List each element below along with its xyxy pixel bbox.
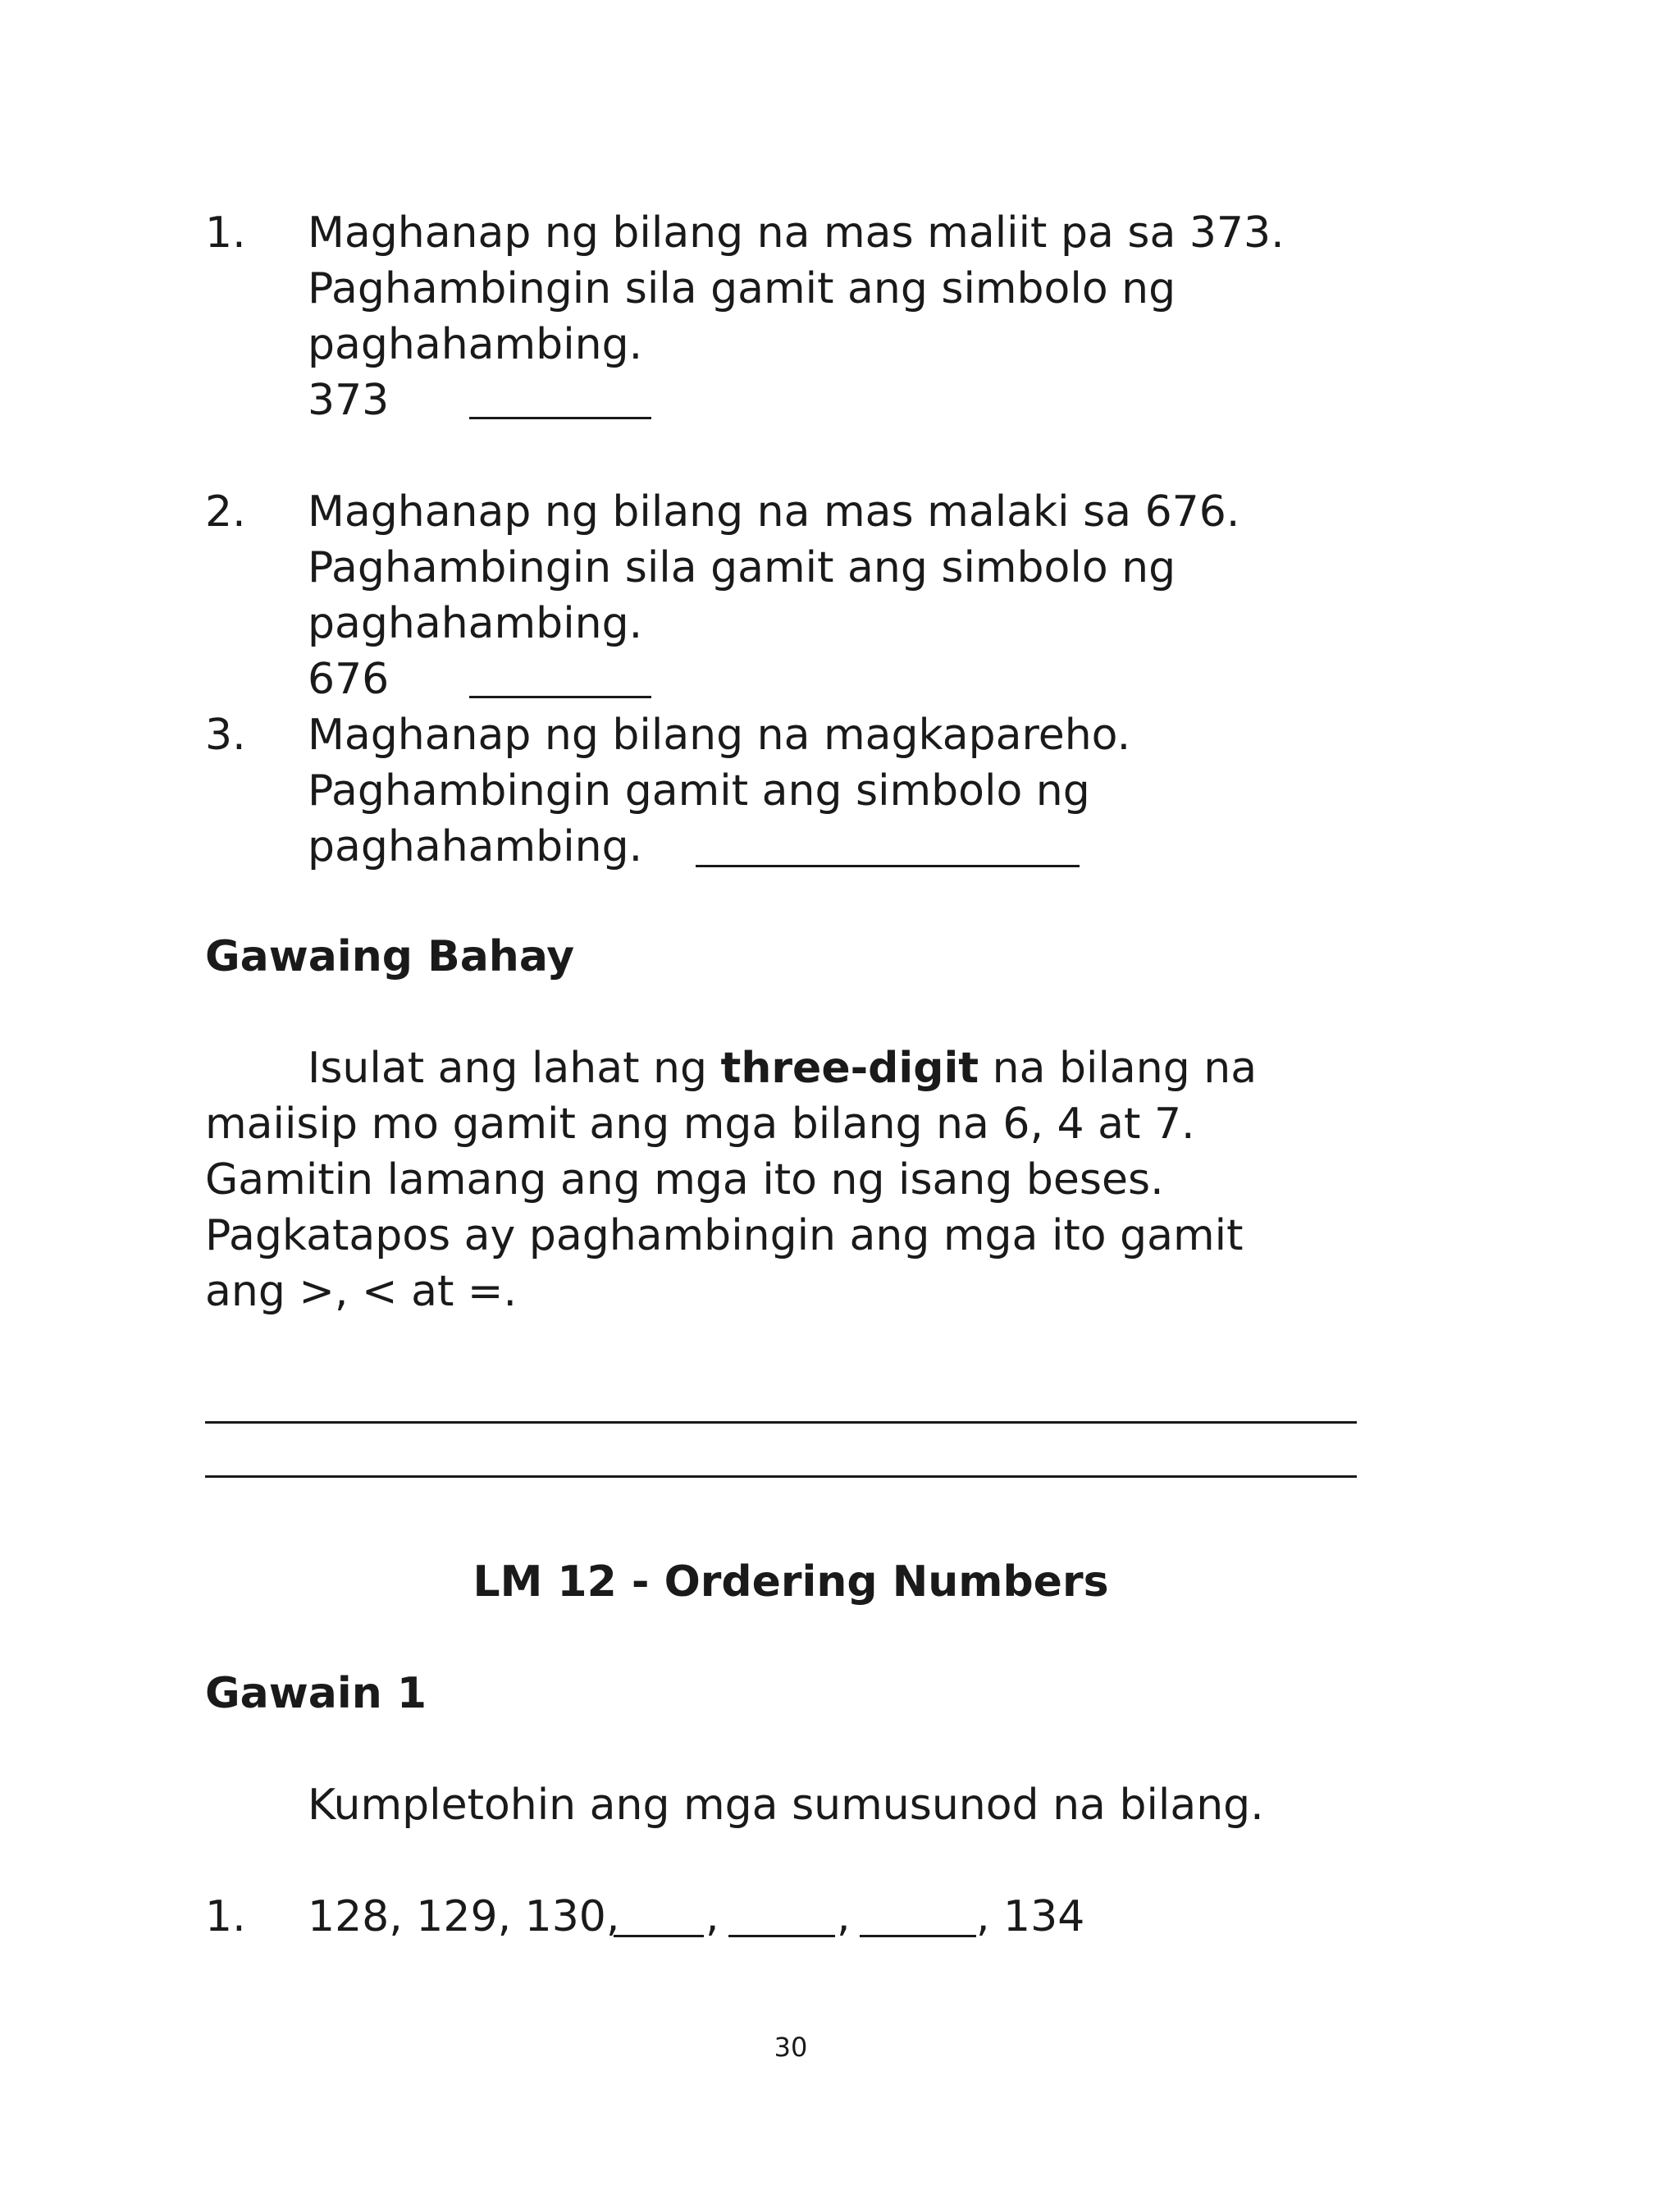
- homework-line-1-post: na bilang na: [979, 1044, 1258, 1093]
- item-2-number: 2.: [205, 487, 246, 537]
- homework-line-1: [308, 1040, 1257, 1096]
- item-2-value: 676: [308, 655, 390, 704]
- item-2-line-1: Maghanap ng bilang na mas malaki sa 676.: [308, 487, 1240, 537]
- item-1-line-3: paghahambing.: [308, 320, 643, 369]
- homework-line-5: ang >, < at =.: [205, 1267, 517, 1316]
- item-3-number: 3.: [205, 711, 246, 760]
- item-1-value: 373: [308, 376, 390, 425]
- sequence-blank-2[interactable]: [728, 1935, 835, 1937]
- homework-line-3: Gamitin lamang ang mga ito ng isang beses.: [205, 1155, 1164, 1205]
- homework-line-2: maiisip mo gamit ang mga bilang na 6, 4 at 7.: [205, 1100, 1195, 1149]
- sequence-number: 1.: [205, 1892, 246, 1941]
- item-2-answer-blank[interactable]: [469, 696, 651, 698]
- activity-instruction: Kumpletohin ang mga sumusunod na bilang.: [308, 1781, 1264, 1830]
- item-2-line-2: Paghambingin sila gamit ang simbolo ng: [308, 543, 1176, 592]
- item-1-line-2: Paghambingin sila gamit ang simbolo ng: [308, 264, 1176, 313]
- item-1-number: 1.: [205, 208, 246, 258]
- lesson-title: LM 12 - Ordering Numbers: [472, 1557, 1109, 1607]
- homework-title: Gawaing Bahay: [205, 932, 575, 981]
- homework-line-4: Pagkatapos ay paghambingin ang mga ito gamit: [205, 1211, 1244, 1260]
- item-1-line-1: Maghanap ng bilang na mas maliit pa sa 373.: [308, 208, 1285, 258]
- activity-title: Gawain 1: [205, 1669, 427, 1718]
- homework-line-1-pre: Isulat ang lahat ng: [308, 1044, 721, 1093]
- sequence-comma-1: ,: [705, 1892, 719, 1941]
- item-1-answer-blank[interactable]: [469, 417, 651, 419]
- item-3-line-2: Paghambingin gamit ang simbolo ng: [308, 766, 1090, 816]
- homework-answer-line-1[interactable]: [205, 1421, 1357, 1424]
- item-3-answer-blank[interactable]: [696, 865, 1080, 867]
- homework-answer-line-2[interactable]: [205, 1475, 1357, 1478]
- page-number: 30: [774, 2032, 808, 2063]
- sequence-blank-1[interactable]: [614, 1935, 704, 1937]
- sequence-comma-2: ,: [837, 1892, 851, 1941]
- item-2-line-3: paghahambing.: [308, 599, 643, 648]
- homework-bold-term: three-digit: [720, 1044, 979, 1093]
- item-3-line-3: paghahambing.: [308, 822, 643, 871]
- sequence-blank-3[interactable]: [860, 1935, 976, 1937]
- sequence-end: , 134: [976, 1892, 1085, 1941]
- item-3-line-1: Maghanap ng bilang na magkapareho.: [308, 711, 1131, 760]
- sequence-start: 128, 129, 130,: [308, 1892, 620, 1941]
